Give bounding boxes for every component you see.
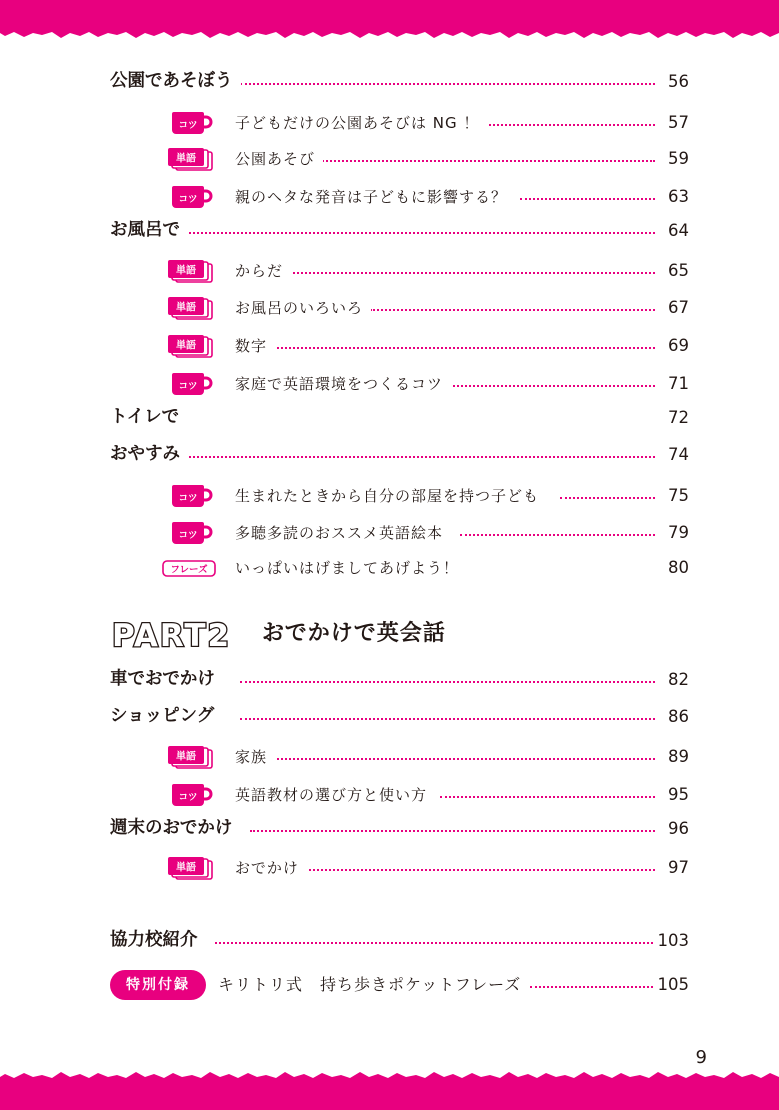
toc-subentry[interactable] [0, 293, 779, 323]
toc-subentry[interactable] [0, 780, 779, 810]
leader-dots [300, 869, 655, 871]
entry-label: キリトリ式 持ち歩きポケットフレーズ [218, 974, 529, 996]
toc-entry[interactable] [0, 440, 779, 470]
page-ref: 56 [668, 72, 689, 91]
leader-dots [240, 718, 655, 720]
tag-text: コツ [178, 792, 198, 803]
page-ref: 72 [668, 408, 689, 427]
entry-label: おでかけ [235, 857, 307, 879]
page-number: 9 [695, 1047, 707, 1068]
entry-label: 家庭で英語環境をつくるコツ [235, 373, 451, 395]
mug-icon [165, 783, 215, 807]
toc-entry[interactable] [0, 665, 779, 695]
toc-subentry[interactable] [0, 331, 779, 361]
toc-entry[interactable] [0, 702, 779, 732]
section-title: おやすみ [110, 442, 188, 466]
tag-text: 単語 [176, 862, 196, 874]
part2-logo-text: PART2 [112, 618, 232, 652]
leader-dots [560, 497, 655, 499]
section-title: 協力校紹介 [110, 928, 206, 952]
phrase-tag-icon [165, 556, 215, 580]
tag-text: コツ [178, 493, 198, 504]
page-ref: 89 [668, 747, 689, 766]
toc-entry[interactable] [0, 814, 779, 844]
toc-subentry[interactable] [0, 108, 779, 138]
leader-dots [215, 942, 653, 944]
leader-dots [445, 385, 655, 387]
toc-entry[interactable] [0, 403, 779, 433]
page-ref: 64 [668, 221, 689, 240]
tag-text: コツ [178, 120, 198, 131]
toc-subentry[interactable] [0, 369, 779, 399]
leader-dots [440, 796, 655, 798]
word-cards-icon [165, 259, 215, 283]
mug-icon [165, 372, 215, 396]
toc-entry[interactable] [0, 926, 779, 956]
page-ref: 105 [657, 975, 689, 994]
entry-label: 多聴多読のおススメ英語絵本 [235, 522, 451, 544]
leader-dots [530, 986, 653, 988]
section-title: 車でおでかけ [110, 667, 223, 691]
section-title: お風呂で [110, 218, 188, 242]
mug-icon [165, 185, 215, 209]
toc-subentry[interactable] [0, 481, 779, 511]
tag-text: フレーズ [170, 564, 208, 576]
leader-dots [240, 83, 655, 85]
leader-dots [285, 272, 655, 274]
section-title: 週末のおでかけ [110, 816, 240, 840]
part2-title: おでかけで英会話 [262, 621, 446, 646]
word-cards-icon [165, 147, 215, 171]
page-ref: 71 [668, 374, 689, 393]
page-ref: 97 [668, 858, 689, 877]
page-ref: 79 [668, 523, 689, 542]
leader-dots [270, 347, 655, 349]
toc-subentry[interactable] [0, 256, 779, 286]
page-ref: 80 [668, 558, 689, 577]
toc-subentry[interactable] [0, 742, 779, 772]
leader-dots [470, 124, 655, 126]
page-ref: 96 [668, 819, 689, 838]
entry-label: 子どもだけの公園あそびは NG ！ [235, 112, 487, 134]
tag-text: 単語 [176, 153, 196, 165]
word-cards-icon [165, 334, 215, 358]
toc-entry[interactable] [0, 216, 779, 246]
mug-icon [165, 484, 215, 508]
page-ref: 103 [657, 931, 689, 950]
tag-text: 単語 [176, 302, 196, 314]
entry-label: 公園あそび [235, 148, 323, 170]
page-ref: 75 [668, 486, 689, 505]
leader-dots [270, 758, 655, 760]
special-supplement-badge: 特別付録 [110, 970, 206, 1000]
leader-dots [520, 198, 655, 200]
leader-dots [185, 456, 655, 458]
page-ref: 63 [668, 187, 689, 206]
mug-icon [165, 111, 215, 135]
page-ref: 69 [668, 336, 689, 355]
section-title: トイレで [110, 405, 187, 429]
toc-subentry[interactable] [0, 518, 779, 548]
leader-dots [250, 830, 655, 832]
leader-dots [315, 160, 655, 162]
entry-label: 英語教材の選び方と使い方 [235, 784, 435, 806]
page-ref: 59 [668, 149, 689, 168]
entry-label: 家族 [235, 746, 275, 768]
entry-label: 数字 [235, 335, 275, 357]
entry-label: 親のヘタな発音は子どもに影響する？ [235, 186, 515, 208]
entry-label: からだ [235, 260, 291, 282]
page-ref: 57 [668, 113, 689, 132]
toc-subentry[interactable] [0, 144, 779, 174]
entry-label: お風呂のいろいろ [235, 297, 371, 319]
section-title: 公園であそぼう [110, 69, 241, 93]
toc-entry[interactable] [0, 67, 779, 97]
tag-text: コツ [178, 530, 198, 541]
entry-label: いっぱいはげましてあげよう！ [235, 557, 467, 579]
word-cards-icon [165, 296, 215, 320]
page-ref: 67 [668, 298, 689, 317]
entry-label: 生まれたときから自分の部屋を持つ子ども [235, 485, 547, 507]
page-ref: 65 [668, 261, 689, 280]
page-ref: 82 [668, 670, 689, 689]
tag-text: コツ [178, 381, 198, 392]
part2-logo [110, 616, 246, 656]
tag-text: コツ [178, 194, 198, 205]
leader-dots [460, 534, 655, 536]
tag-text: 単語 [176, 751, 196, 763]
word-cards-icon [165, 745, 215, 769]
toc-entry-special[interactable] [0, 970, 779, 1000]
toc-subentry[interactable] [0, 182, 779, 212]
tag-text: 単語 [176, 265, 196, 277]
leader-dots [370, 309, 655, 311]
tag-text: 単語 [176, 340, 196, 352]
mug-icon [165, 521, 215, 545]
toc-subentry[interactable] [0, 553, 779, 583]
page-ref: 95 [668, 785, 689, 804]
toc-subentry[interactable] [0, 853, 779, 883]
leader-dots [180, 232, 655, 234]
page-ref: 86 [668, 707, 689, 726]
word-cards-icon [165, 856, 215, 880]
leader-dots [240, 681, 655, 683]
section-title: ショッピング [110, 704, 222, 728]
page-ref: 74 [668, 445, 689, 464]
